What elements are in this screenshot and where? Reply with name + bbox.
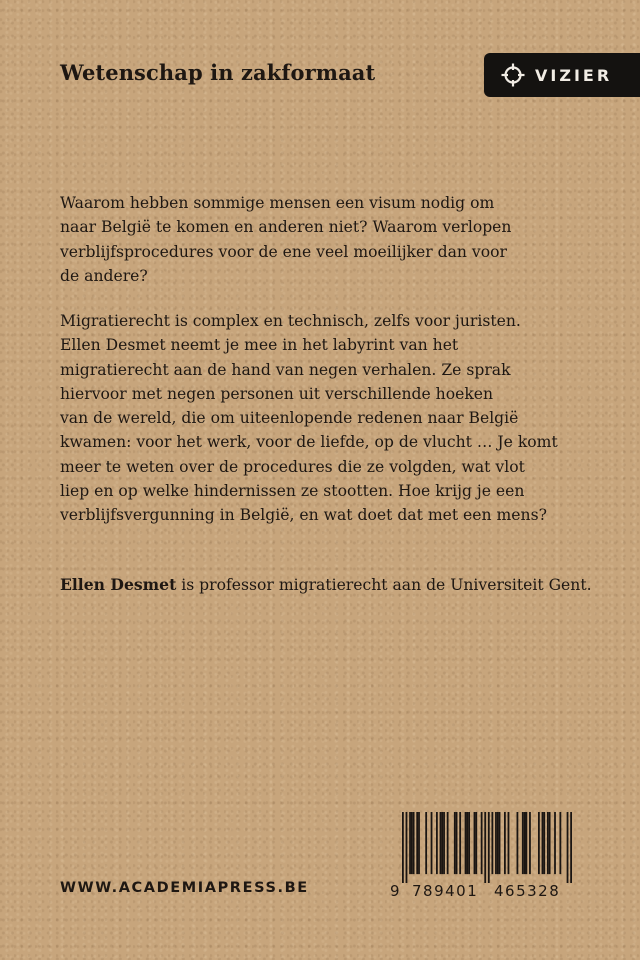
summary-paragraph [60, 309, 580, 528]
publisher-logo [484, 53, 640, 97]
barcode-bar [499, 812, 501, 874]
text-line: Ellen Desmet neemt je mee in het labyrint van het [60, 336, 459, 355]
barcode-bar [495, 812, 497, 874]
barcode-bar [570, 812, 572, 883]
barcode-bar [459, 812, 461, 874]
publisher-website: WWW.ACADEMIAPRESS.BE [60, 880, 309, 896]
barcode-bar [491, 812, 493, 874]
barcode-bar [440, 812, 442, 874]
text-line: van de wereld, die om uiteenlopende redenen naar België [60, 409, 519, 428]
crosshair-target-icon [501, 63, 525, 87]
barcode-bar [567, 812, 569, 883]
text-line: meer te weten over de procedures die ze volgden, wat vlot [60, 457, 525, 476]
text-line: hiervoor met negen personen uit verschillende hoeken [60, 384, 494, 403]
barcode-bar [522, 812, 524, 874]
barcode-bar [468, 812, 470, 874]
barcode-bar [409, 812, 411, 874]
barcode-bar [443, 812, 445, 874]
barcode-bar [436, 812, 438, 874]
text-line: liep en op welke hindernissen ze stootten. Hoe krijg je een [60, 482, 525, 501]
author-bio [60, 573, 592, 597]
text-line: migratierecht aan de hand van negen verhalen. Ze sprak [60, 360, 511, 379]
barcode-bar [504, 812, 506, 874]
barcode-bar [413, 812, 415, 874]
text-line: Waarom hebben sommige mensen een visum nodig om [60, 194, 495, 212]
text-line: kwamen: voor het werk, voor de liefde, op de vlucht … Je komt [60, 433, 558, 452]
barcode-bar [484, 812, 486, 883]
barcode-bar [454, 812, 456, 874]
barcode-bar [447, 812, 449, 874]
series-title: Wetenschap in zakformaat [60, 60, 376, 85]
barcode-bar [406, 812, 408, 883]
barcode-bar [441, 812, 443, 874]
barcode-bars [402, 812, 572, 883]
text-line: de andere? [60, 266, 148, 285]
text-line: verblijfsprocedures voor de ene veel moeilijker dan voor [60, 242, 507, 261]
barcode-bar [508, 812, 510, 874]
barcode-bar [465, 812, 467, 874]
barcode-bar [547, 812, 549, 874]
barcode-bar [529, 812, 531, 874]
barcode-bar [466, 812, 468, 874]
isbn-barcode [390, 808, 578, 912]
isbn-left-group: 789401 [412, 882, 479, 900]
barcode-bar [549, 812, 551, 874]
barcode-bar [517, 812, 519, 874]
barcode-bar [474, 812, 476, 874]
barcode-bar [497, 812, 499, 874]
barcode-bar [525, 812, 527, 874]
barcode-bar [538, 812, 540, 874]
barcode-bar [431, 812, 433, 874]
barcode-bar [456, 812, 458, 874]
text-line: naar België te komen en anderen niet? Waarom verlopen [60, 218, 512, 237]
author-bio-text: is professor migratierecht aan de Universiteit Gent. [176, 576, 592, 594]
text-line: Migratierecht is complex en technisch, zelfs voor juristen. [60, 312, 521, 330]
barcode-bar [402, 812, 404, 883]
isbn-first-digit: 9 [390, 882, 402, 900]
isbn-right-group: 465328 [494, 882, 561, 900]
barcode-bar [481, 812, 483, 874]
barcode-bar [554, 812, 556, 874]
barcode-bar [411, 812, 413, 874]
barcode-bar [416, 812, 418, 874]
barcode-bar [418, 812, 420, 874]
barcode-bar [425, 812, 427, 874]
text-line: verblijfsvergunning in België, en wat doet dat met een mens? [60, 506, 547, 525]
barcode-bar [524, 812, 526, 874]
barcode-bar [559, 812, 561, 874]
barcode-bar [475, 812, 477, 874]
author-name: Ellen Desmet [60, 575, 177, 594]
isbn-digits [390, 882, 580, 904]
barcode-bar [542, 812, 544, 874]
barcode-bar [543, 812, 545, 874]
publisher-logo-text: VIZIER [535, 65, 613, 85]
intro-paragraph [60, 191, 580, 288]
barcode-bar [488, 812, 490, 883]
